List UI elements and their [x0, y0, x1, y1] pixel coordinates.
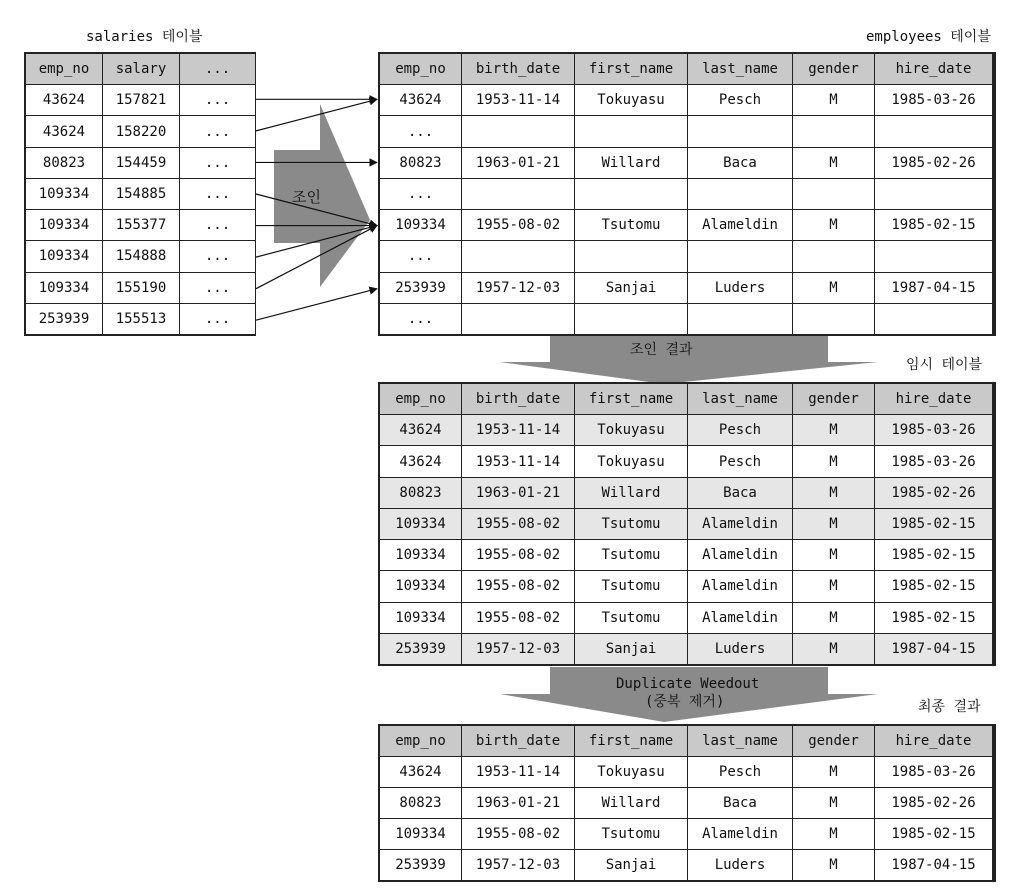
employees-cell [462, 116, 574, 146]
employees-cell: 1987-04-15 [875, 273, 992, 303]
join-result-label: 조인 결과 [630, 342, 693, 358]
salaries-table-caption: salaries 테이블 [86, 29, 203, 45]
employees-cell [875, 241, 992, 271]
salaries-cell: 109334 [26, 273, 102, 303]
employees-header-cell: gender [793, 54, 874, 84]
temp-cell: 1985-02-15 [875, 603, 992, 633]
employees-cell: 1985-02-15 [875, 210, 992, 240]
temp-cell: 1953-11-14 [462, 446, 574, 476]
final-header-cell: hire_date [875, 726, 992, 756]
temp-cell: Tokuyasu [575, 415, 687, 445]
join-big-arrow [274, 104, 370, 287]
final-result-table [378, 724, 996, 882]
temp-cell: 1985-03-26 [875, 415, 992, 445]
employees-cell [462, 304, 574, 334]
salaries-cell: ... [180, 85, 255, 115]
employees-cell: 1985-02-26 [875, 148, 992, 178]
temp-cell: 1985-02-26 [875, 478, 992, 508]
final-cell: 1953-11-14 [462, 757, 574, 787]
temp-table [378, 382, 996, 666]
temp-cell: 109334 [380, 540, 461, 570]
temp-header-cell: hire_date [875, 384, 992, 414]
temp-cell: Pesch [688, 446, 792, 476]
final-header-cell: birth_date [462, 726, 574, 756]
employees-cell: Pesch [688, 85, 792, 115]
final-header-cell: first_name [575, 726, 687, 756]
employees-cell [793, 241, 874, 271]
temp-cell: 1955-08-02 [462, 509, 574, 539]
temp-cell: 43624 [380, 446, 461, 476]
employees-cell: Willard [575, 148, 687, 178]
salaries-cell: 155377 [103, 210, 179, 240]
final-cell: 80823 [380, 788, 461, 818]
salaries-cell: 155190 [103, 273, 179, 303]
final-header-cell: emp_no [380, 726, 461, 756]
salaries-cell: ... [180, 210, 255, 240]
employees-cell: 1963-01-21 [462, 148, 574, 178]
salaries-cell: 154888 [103, 241, 179, 271]
temp-cell: 1955-08-02 [462, 540, 574, 570]
employees-cell: Sanjai [575, 273, 687, 303]
employees-cell: 80823 [380, 148, 461, 178]
employees-cell: 1957-12-03 [462, 273, 574, 303]
temp-cell: 1953-11-14 [462, 415, 574, 445]
final-cell: 1955-08-02 [462, 819, 574, 849]
employees-header-cell: emp_no [380, 54, 461, 84]
employees-cell: M [793, 273, 874, 303]
temp-cell: M [793, 415, 874, 445]
salaries-cell: ... [180, 116, 255, 146]
temp-cell: 1963-01-21 [462, 478, 574, 508]
temp-header-cell: last_name [688, 384, 792, 414]
final-result-caption: 최종 결과 [918, 699, 981, 715]
temp-cell: 80823 [380, 478, 461, 508]
temp-cell: 109334 [380, 571, 461, 601]
temp-header-cell: emp_no [380, 384, 461, 414]
join-label: 조인 [292, 188, 321, 206]
final-cell: M [793, 819, 874, 849]
employees-cell [793, 304, 874, 334]
salaries-cell: 155513 [103, 304, 179, 334]
temp-cell: M [793, 478, 874, 508]
final-cell: Luders [688, 850, 792, 880]
salaries-header-cell: ... [180, 54, 255, 84]
employees-cell [688, 241, 792, 271]
employees-cell [462, 179, 574, 209]
employees-table [378, 52, 996, 336]
employees-cell: 43624 [380, 85, 461, 115]
temp-cell: 43624 [380, 415, 461, 445]
salaries-cell: ... [180, 148, 255, 178]
final-cell: 253939 [380, 850, 461, 880]
salaries-cell: 109334 [26, 241, 102, 271]
employees-header-cell: first_name [575, 54, 687, 84]
temp-cell: 253939 [380, 634, 461, 664]
employees-cell [688, 304, 792, 334]
employees-cell: 1953-11-14 [462, 85, 574, 115]
temp-cell: 1987-04-15 [875, 634, 992, 664]
employees-cell: Luders [688, 273, 792, 303]
final-cell: Tsutomu [575, 819, 687, 849]
final-header-cell: last_name [688, 726, 792, 756]
employees-cell: ... [380, 241, 461, 271]
employees-cell: ... [380, 116, 461, 146]
salaries-cell: 154459 [103, 148, 179, 178]
final-cell: 1985-02-15 [875, 819, 992, 849]
salaries-cell: 253939 [26, 304, 102, 334]
temp-cell: M [793, 509, 874, 539]
employees-cell: Tokuyasu [575, 85, 687, 115]
temp-header-cell: gender [793, 384, 874, 414]
temp-cell: Luders [688, 634, 792, 664]
temp-cell: M [793, 571, 874, 601]
salaries-header-cell: salary [103, 54, 179, 84]
temp-cell: M [793, 634, 874, 664]
salaries-cell: 109334 [26, 179, 102, 209]
final-cell: Tokuyasu [575, 757, 687, 787]
salaries-cell: 158220 [103, 116, 179, 146]
employees-cell: Tsutomu [575, 210, 687, 240]
salaries-cell: ... [180, 241, 255, 271]
employees-cell: ... [380, 179, 461, 209]
temp-cell: Alameldin [688, 509, 792, 539]
employees-cell: M [793, 210, 874, 240]
employees-cell [575, 304, 687, 334]
temp-cell: Tsutomu [575, 509, 687, 539]
temp-cell: M [793, 603, 874, 633]
salaries-cell: 43624 [26, 116, 102, 146]
salaries-cell: 43624 [26, 85, 102, 115]
temp-cell: 109334 [380, 603, 461, 633]
final-cell: Willard [575, 788, 687, 818]
temp-cell: 1985-02-15 [875, 540, 992, 570]
temp-cell: M [793, 446, 874, 476]
employees-cell [462, 241, 574, 271]
employees-cell [575, 179, 687, 209]
employees-cell: Baca [688, 148, 792, 178]
final-cell: 1957-12-03 [462, 850, 574, 880]
final-cell: Pesch [688, 757, 792, 787]
temp-header-cell: birth_date [462, 384, 574, 414]
salaries-cell: ... [180, 179, 255, 209]
temp-cell: 1955-08-02 [462, 571, 574, 601]
employees-cell: 109334 [380, 210, 461, 240]
weedout-label-line1: Duplicate Weedout [616, 676, 760, 692]
final-cell: Baca [688, 788, 792, 818]
final-cell: M [793, 850, 874, 880]
temp-cell: Tsutomu [575, 540, 687, 570]
employees-cell: M [793, 148, 874, 178]
temp-cell: 1955-08-02 [462, 603, 574, 633]
final-header-cell: gender [793, 726, 874, 756]
temp-cell: M [793, 540, 874, 570]
employees-header-cell: last_name [688, 54, 792, 84]
temp-cell: Tsutomu [575, 571, 687, 601]
final-cell: 1985-03-26 [875, 757, 992, 787]
employees-cell [875, 116, 992, 146]
temp-cell: Pesch [688, 415, 792, 445]
temp-cell: Alameldin [688, 540, 792, 570]
temp-header-cell: first_name [575, 384, 687, 414]
employees-cell [875, 304, 992, 334]
employees-header-cell: hire_date [875, 54, 992, 84]
salaries-cell: ... [180, 304, 255, 334]
employees-cell [793, 116, 874, 146]
temp-table-caption: 임시 테이블 [906, 357, 983, 373]
temp-cell: 1985-02-15 [875, 571, 992, 601]
salaries-header-cell: emp_no [26, 54, 102, 84]
join-link-arrow [256, 289, 377, 321]
employees-table-caption: employees 테이블 [866, 29, 991, 45]
employees-cell [688, 179, 792, 209]
final-cell: M [793, 788, 874, 818]
final-cell: 1963-01-21 [462, 788, 574, 818]
salaries-cell: 109334 [26, 210, 102, 240]
join-link-arrow [256, 99, 377, 131]
temp-cell: 1985-02-15 [875, 509, 992, 539]
final-cell: 1985-02-26 [875, 788, 992, 818]
final-cell: 1987-04-15 [875, 850, 992, 880]
employees-cell: ... [380, 304, 461, 334]
salaries-cell: 80823 [26, 148, 102, 178]
temp-cell: Alameldin [688, 603, 792, 633]
employees-cell: M [793, 85, 874, 115]
final-cell: 109334 [380, 819, 461, 849]
temp-cell: Tsutomu [575, 603, 687, 633]
temp-cell: Alameldin [688, 571, 792, 601]
employees-cell: 1955-08-02 [462, 210, 574, 240]
salaries-cell: 157821 [103, 85, 179, 115]
employees-cell [575, 241, 687, 271]
temp-cell: 1985-03-26 [875, 446, 992, 476]
employees-cell: 1985-03-26 [875, 85, 992, 115]
temp-cell: 109334 [380, 509, 461, 539]
salaries-cell: 154885 [103, 179, 179, 209]
weedout-label-line2: (중복 제거) [645, 694, 725, 710]
temp-cell: Baca [688, 478, 792, 508]
temp-cell: Sanjai [575, 634, 687, 664]
final-cell: M [793, 757, 874, 787]
temp-cell: 1957-12-03 [462, 634, 574, 664]
temp-cell: Tokuyasu [575, 446, 687, 476]
salaries-cell: ... [180, 273, 255, 303]
employees-cell [688, 116, 792, 146]
employees-cell: Alameldin [688, 210, 792, 240]
employees-cell: 253939 [380, 273, 461, 303]
final-cell: Alameldin [688, 819, 792, 849]
final-cell: 43624 [380, 757, 461, 787]
final-cell: Sanjai [575, 850, 687, 880]
salaries-table [24, 52, 256, 336]
employees-cell [793, 179, 874, 209]
employees-cell [575, 116, 687, 146]
temp-cell: Willard [575, 478, 687, 508]
employees-header-cell: birth_date [462, 54, 574, 84]
employees-cell [875, 179, 992, 209]
